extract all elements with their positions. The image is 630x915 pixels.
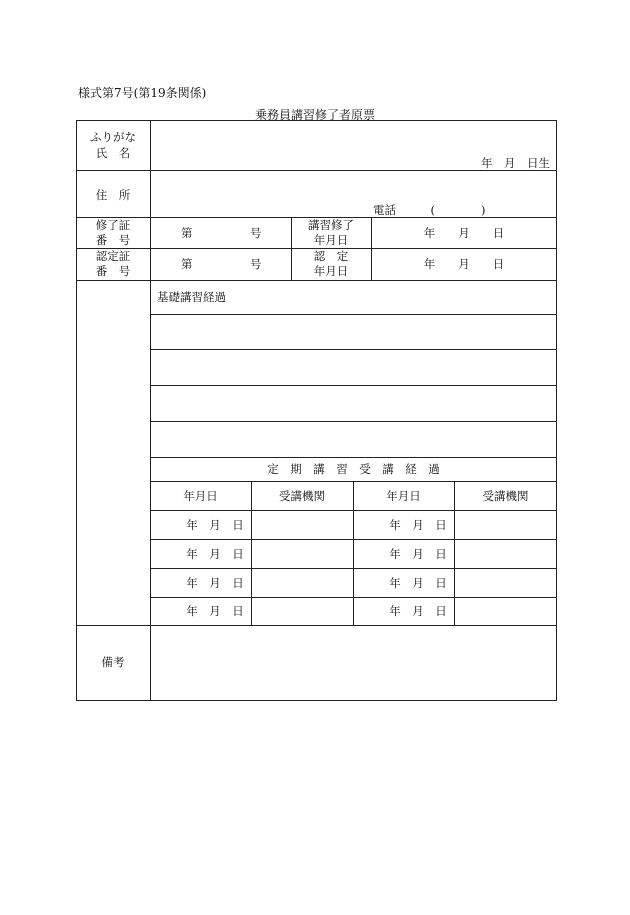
completion-cert-label-2: 番 号 (95, 233, 131, 247)
completion-number-prefix: 第 (181, 226, 193, 240)
completion-date-label-1: 講習修了 (308, 218, 354, 232)
row-divider (150, 421, 557, 422)
approval-number-prefix: 第 (181, 257, 193, 271)
approval-cert-label-2: 番 号 (95, 264, 131, 278)
periodic-date-cell[interactable]: 年 月 日 (186, 576, 244, 590)
phone-label: 電話 ( ) (373, 203, 486, 217)
periodic-date-cell[interactable]: 年 月 日 (186, 604, 244, 618)
row-divider (150, 457, 557, 458)
approval-cert-label-1: 認定証 (95, 249, 131, 263)
approval-date-placeholder[interactable]: 年 月 日 (423, 257, 505, 271)
basic-training-label: 基礎講習経過 (157, 290, 226, 304)
approval-date-label-2: 年月日 (313, 264, 349, 278)
row-divider (76, 625, 557, 626)
row-divider (150, 314, 557, 315)
birthdate-suffix: 年 月 日生 (481, 156, 550, 170)
name-field[interactable] (152, 122, 555, 168)
form-number: 様式第7号(第19条関係) (78, 86, 207, 100)
address-label: 住 所 (95, 188, 131, 202)
form-title: 乗務員講習修了者原票 (254, 108, 375, 122)
header-institution-1: 受講機関 (279, 489, 325, 503)
row-divider (150, 349, 557, 350)
name-label: 氏 名 (95, 146, 131, 160)
periodic-date-cell[interactable]: 年 月 日 (389, 518, 447, 532)
row-divider (76, 170, 557, 171)
periodic-training-title: 定 期 講 習 受 講 経 過 (267, 462, 440, 476)
periodic-date-cell[interactable]: 年 月 日 (186, 547, 244, 561)
remarks-label: 備考 (101, 655, 125, 669)
header-institution-2: 受講機関 (482, 489, 529, 503)
approval-date-label-1: 認 定 (313, 249, 349, 263)
furigana-label: ふりがな (90, 130, 136, 144)
periodic-date-cell[interactable]: 年 月 日 (389, 604, 447, 618)
remarks-field[interactable] (152, 627, 555, 699)
periodic-date-cell[interactable]: 年 月 日 (389, 576, 447, 590)
completion-cert-label-1: 修了証 (95, 218, 131, 232)
header-date-1: 年月日 (183, 489, 218, 503)
row-divider (76, 280, 557, 281)
completion-date-label-2: 年月日 (313, 233, 349, 247)
completion-number-suffix: 号 (250, 226, 262, 240)
periodic-date-cell[interactable]: 年 月 日 (186, 518, 244, 532)
approval-number-suffix: 号 (250, 257, 262, 271)
row-divider (150, 385, 557, 386)
address-field[interactable] (152, 172, 555, 215)
header-date-2: 年月日 (386, 489, 421, 503)
periodic-date-cell[interactable]: 年 月 日 (389, 547, 447, 561)
completion-date-placeholder[interactable]: 年 月 日 (423, 226, 505, 240)
